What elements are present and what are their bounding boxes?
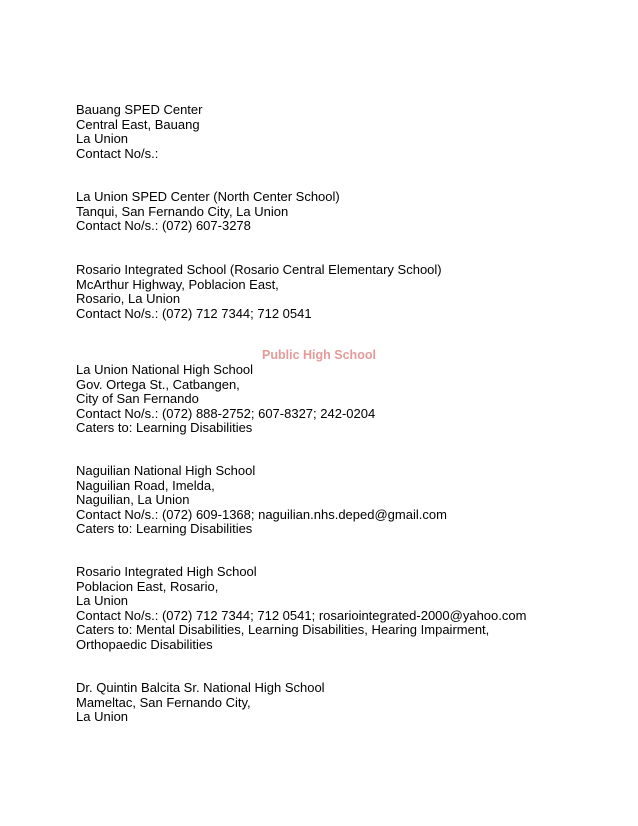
contact-line: Contact No/s.: (072) 607-3278: [76, 218, 251, 233]
school-entry-bauang-sped: [76, 103, 596, 161]
school-entry-dr-quintin-balcita: [76, 681, 596, 725]
school-entry-la-union-sped: [76, 190, 596, 234]
caters-line: Caters to: Learning Disabilities: [76, 521, 253, 536]
caters-line: Caters to: Mental Disabilities, Learning Disabilities, Hearing Impairment, Orthopaedic Disabilities: [76, 622, 490, 652]
school-name: La Union National High School: [76, 362, 254, 377]
school-entry-la-union-nhs: [76, 363, 596, 436]
section-heading: Public High School: [262, 348, 376, 362]
address-line: Tanqui, San Fernando City, La Union: [76, 203, 289, 219]
address-line: La Union: [76, 593, 129, 608]
caters-line: Caters to: Learning Disabilities: [76, 420, 253, 435]
address-line: Poblacion East, Rosario,: [76, 578, 219, 594]
contact-line: Contact No/s.: (072) 609-1368; naguilian.nhs.deped@gmail.com: [76, 506, 447, 522]
school-name: Naguilian National High School: [76, 463, 256, 478]
address-line: City of San Fernando: [76, 391, 199, 406]
address-line: Central East, Bauang: [76, 116, 200, 132]
school-name: La Union SPED Center (North Center School): [76, 189, 340, 204]
address-line: Naguilian Road, Imelda,: [76, 477, 215, 493]
contact-line: Contact No/s.: (072) 712 7344; 712 0541: [76, 305, 312, 321]
address-line: Naguilian, La Union: [76, 492, 190, 507]
address-line: Mameltac, San Fernando City,: [76, 694, 251, 710]
address-line: Rosario, La Union: [76, 291, 181, 306]
school-name: Dr. Quintin Balcita Sr. National High School: [76, 680, 325, 695]
address-line: La Union: [76, 709, 129, 724]
school-name: Bauang SPED Center: [76, 102, 203, 117]
school-entry-naguilian-nhs: [76, 464, 596, 537]
contact-line: Contact No/s.:: [76, 145, 159, 161]
contact-line: Contact No/s.: (072) 712 7344; 712 0541; rosariointegrated-2000@yahoo.com: [76, 607, 527, 623]
school-entry-rosario-integrated: [76, 263, 596, 321]
address-line: McArthur Highway, Poblacion East,: [76, 276, 279, 292]
address-line: La Union: [76, 131, 129, 146]
school-entry-rosario-integrated-hs: [76, 565, 596, 652]
address-line: Gov. Ortega St., Catbangen,: [76, 376, 240, 392]
contact-line: Contact No/s.: (072) 888-2752; 607-8327; 242-0204: [76, 405, 376, 421]
school-name: Rosario Integrated School (Rosario Central Elementary School): [76, 262, 442, 277]
school-name: Rosario Integrated High School: [76, 564, 257, 579]
